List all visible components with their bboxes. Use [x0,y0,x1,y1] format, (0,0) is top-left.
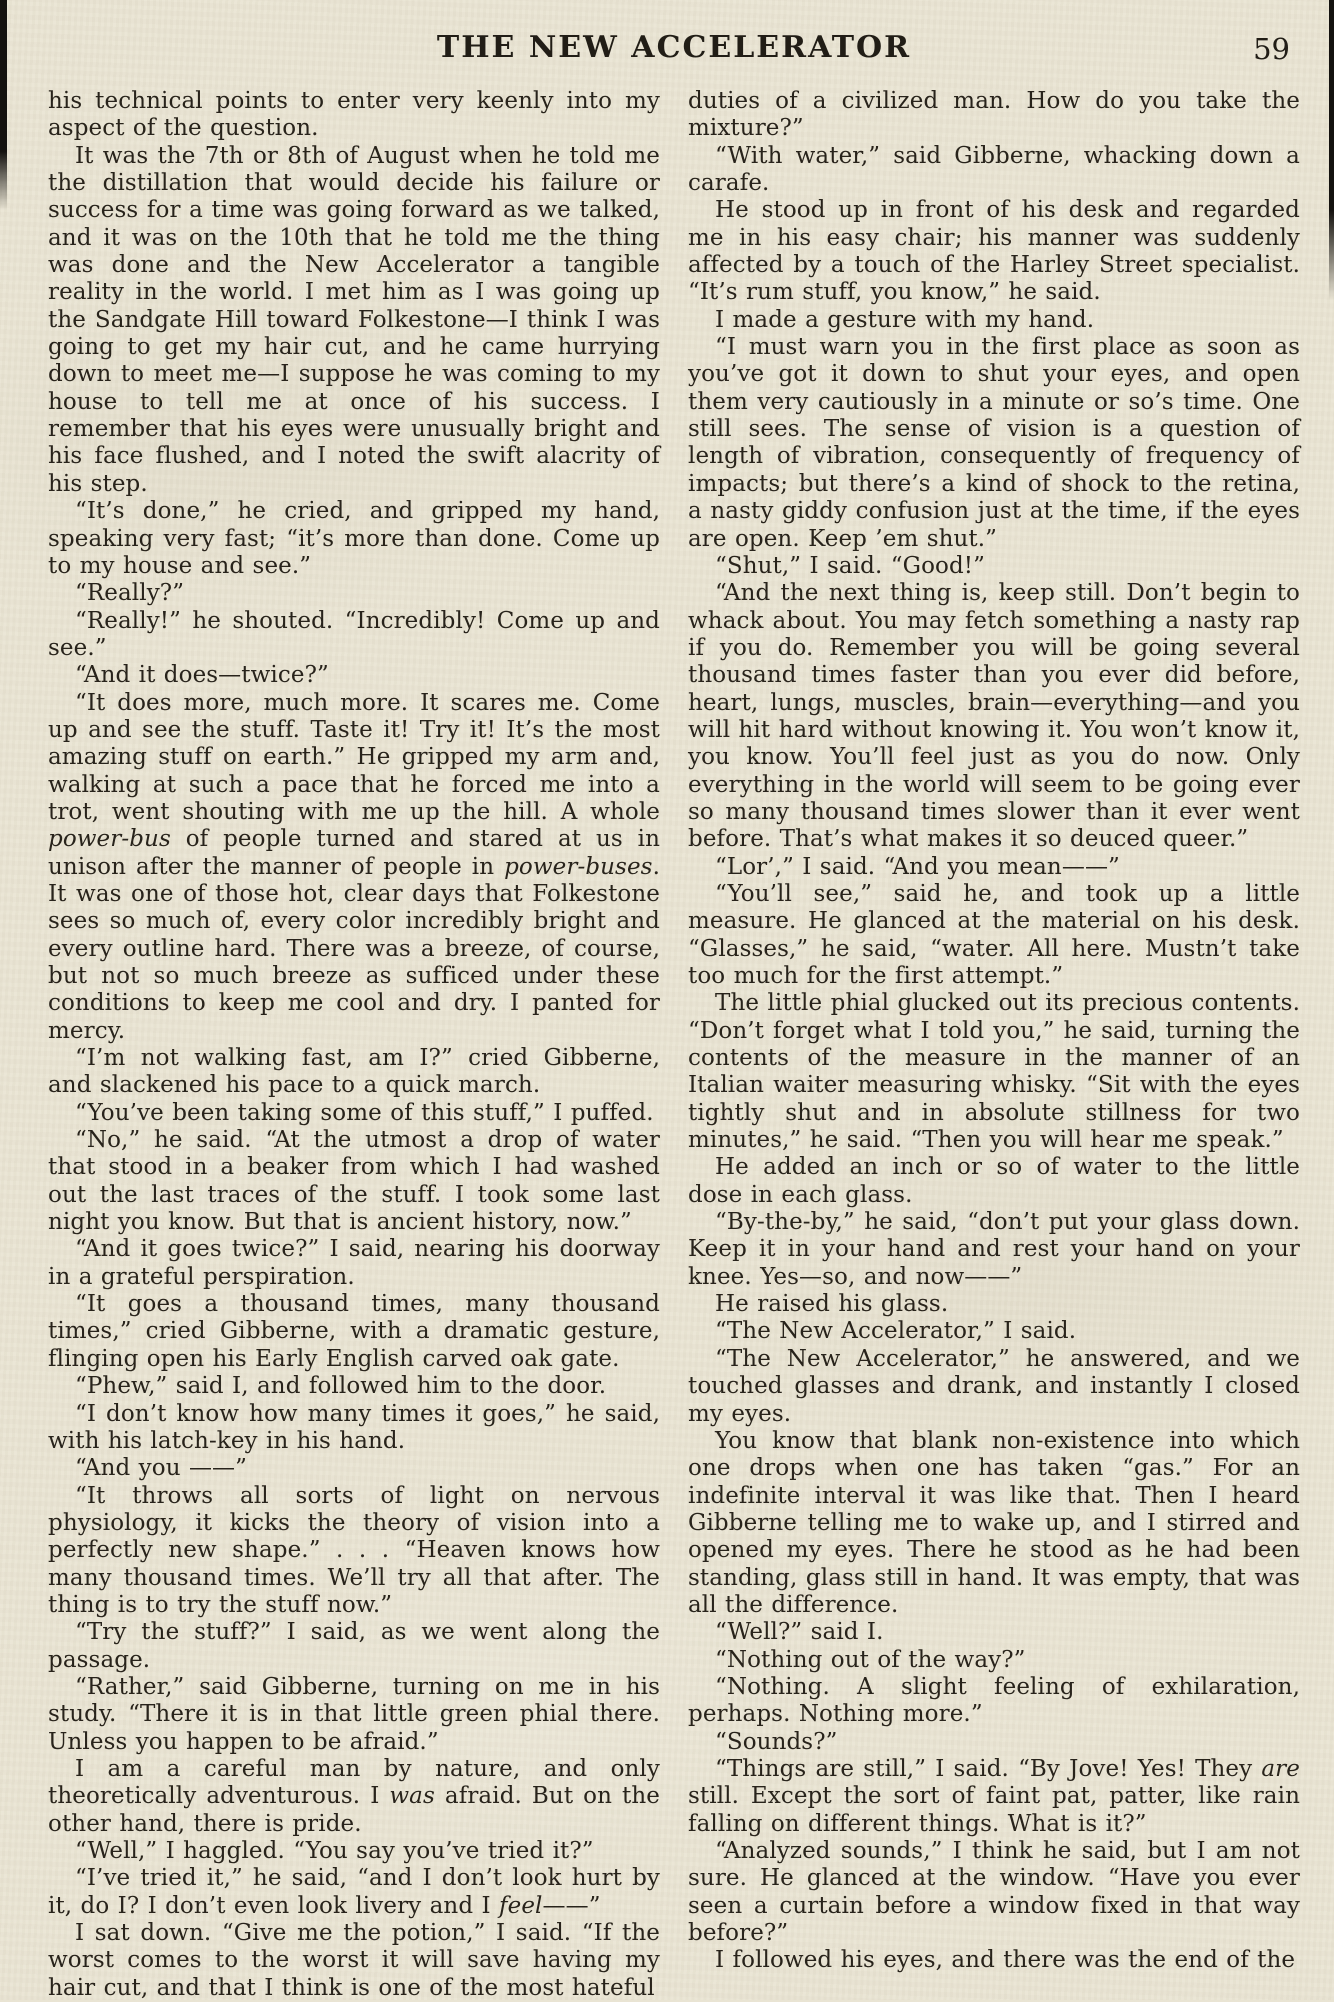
paragraph: “It throws all sorts of light on nervous physiology, it kicks the theory of vision into a perfectly new shape.” . . . “Heaven knows how many thousand times. We’ll try all that after. The thing is to try the stuff now.” [48,1482,660,1618]
paragraph: “It’s done,” he cried, and gripped my hand, speaking very fast; “it’s more than done. Come up to my house and see.” [48,498,660,579]
scan-edge-shadow-right [1329,0,1334,300]
page-number: 59 [1253,32,1290,66]
paragraph: “Rather,” said Gibberne, turning on me in his study. “There it is in that little green phial there. Unless you happen to be afraid.” [48,1673,660,1755]
paragraph: “And it does—twice?” [75,662,329,689]
paragraph: “Sounds?” [715,1728,838,1755]
paragraph: I made a gesture with my hand. [715,306,1095,333]
paragraph: “I don’t know how many times it goes,” he said, with his latch-key in his hand. [48,1400,660,1454]
paragraph: He raised his glass. [715,1291,949,1318]
text-column-left [48,88,660,2002]
paragraph: He stood up in front of his desk and regarded me in his easy chair; his manner was suddenly affected by a touch of the Harley Street specialist. “It’s rum stuff, you know,” he said. [688,197,1300,306]
paragraph: I sat down. “Give me the potion,” I said. “If the worst comes to the worst it will save having my hair cut, and that I think is one of the most hateful [48,1920,660,2001]
paragraph: “Well,” I haggled. “You say you’ve tried it?” [75,1838,594,1864]
paragraph: “It goes a thousand times, many thousand times,” cried Gibberne, with a dramatic gesture, flinging open his Early English carved oak gate. [48,1291,660,1372]
paragraph: It was the 7th or 8th of August when he told me the distillation that would decide his failure or success for a time was going forward as we talked, and it was on the 10th that he told me the thing was done and the New Accelerator a tangible reality in the world. I met him as I was going up the Sandgate Hill toward Folkestone—I think I was going to get my hair cut, and he came hurrying down to meet me—I suppose he was coming to my house to tell me at once of his success. I remember that his eyes were unusually bright and his face flushed, and I noted the swift alacrity of his step. [48,142,660,497]
scan-edge-shadow-left [0,0,7,210]
paragraph: “It does more, much more. It scares me. Come up and see the stuff. Taste it! Try it! It’s the most amazing stuff on earth.” He gripped my arm and, walking at such a pace that he forced me into a trot, went shouting with me up the hill. A whole power-bus of people turned and stared at us in unison after the manner of people in power-buses. It was one of those hot, clear days that Folkestone sees so much of, every color incredibly bright and every outline hard. There was a breeze, of course, but not so much breeze as sufficed under these conditions to keep me cool and dry. I panted for mercy. [48,689,660,1044]
paragraph: “Analyzed sounds,” I think he said, but I am not sure. He glanced at the window. “Have you ever seen a curtain before a window fixed in that way before?” [688,1838,1300,1947]
paragraph: “Lor’,” I said. “And you mean——” [715,853,1120,880]
paragraph: “Well?” said I. [715,1619,884,1646]
paragraph: I am a careful man by nature, and only theoretically adventurous. I was afraid. But on the other hand, there is pride. [48,1755,661,1837]
paragraph: You know that blank non-existence into which one drops when one has taken “gas.” For an indefinite interval it was like that. Then I heard Gibberne telling me to wake up, and I stirred and opened my eyes. There he stood as he had been standing, glass still in hand. It was empty, that was all the difference. [688,1427,1300,1618]
paragraph: “Nothing. A slight feeling of exhilaration, perhaps. Nothing more.” [688,1673,1300,1728]
paragraph: “The New Accelerator,” he answered, and we touched glasses and drank, and instantly I closed my eyes. [688,1345,1300,1427]
paragraph: “Shut,” I said. “Good!” [715,552,985,579]
paragraph: “Really?” [75,580,185,607]
paragraph: “And you ——” [75,1455,248,1482]
paragraph: “No,” he said. “At the utmost a drop of water that stood in a beaker from which I had washed out the last traces of the stuff. I took some last night you know. But that is ancient history, now.” [48,1127,660,1236]
text-body [48,88,1300,2002]
paragraph: He added an inch or so of water to the little dose in each glass. [688,1154,1300,1208]
paragraph: “Really!” he shouted. “Incredibly! Come up and see.” [48,607,660,661]
paragraph: “And it goes twice?” I said, nearing his doorway in a grateful perspiration. [48,1236,660,1290]
paragraph: “Things are still,” I said. “By Jove! Yes! They are still. Except the sort of faint pat, patter, like rain falling on different things. What is it?” [688,1755,1300,1837]
paragraph: “I must warn you in the first place as soon as you’ve got it down to shut your eyes, and open them very cautiously in a minute or so’s time. One still sees. The sense of vision is a question of length of vibration, consequently of frequency of impacts; but there’s a kind of shock to the retina, a nasty giddy confusion just at the time, if the eyes are open. Keep ’em shut.” [688,334,1300,552]
paragraph: “With water,” said Gibberne, whacking down a carafe. [688,142,1300,197]
page-title: THE NEW ACCELERATOR [436,30,912,65]
paragraph: “Nothing out of the way?” [715,1646,1026,1673]
paragraph: “I’m not walking fast, am I?” cried Gibberne, and slackened his pace to a quick march. [48,1045,660,1099]
text-column-right [688,88,1300,2002]
paragraph: “You’ll see,” said he, and took up a little measure. He glanced at the material on his desk. “Glasses,” he said, “water. All here. Mustn’t take too much for the first attempt.” [688,880,1300,989]
paragraph: I followed his eyes, and there was the end of the [715,1947,1296,1974]
paragraph: “I’ve tried it,” he said, “and I don’t look hurt by it, do I? I don’t even look livery and I feel——” [48,1865,660,1919]
page-header [48,30,1300,76]
paragraph: “You’ve been taking some of this stuff,” I puffed. [75,1099,654,1126]
paragraph: “The New Accelerator,” I said. [715,1318,1077,1345]
paragraph: “By-the-by,” he said, “don’t put your glass down. Keep it in your hand and rest your hand on your knee. Yes—so, and now——” [688,1209,1300,1290]
paragraph: The little phial glucked out its precious contents. “Don’t forget what I told you,” he said, turning the contents of the measure in the manner of an Italian waiter measuring whisky. “Sit with the eyes tightly shut and in absolute stillness for two minutes,” he said. “Then you will hear me speak.” [688,990,1300,1154]
paragraph: “Phew,” said I, and followed him to the door. [75,1373,607,1400]
paragraph: “And the next thing is, keep still. Don’t begin to whack about. You may fetch something a nasty rap if you do. Remember you will be going several thousand times faster than you ever did before, heart, lungs, muscles, brain—everything—and you will hit hard without knowing it. You won’t know it, you know. You’ll feel just as you do now. Only everything in the world will seem to be going ever so many thousand times slower than it ever went before. That’s what makes it so deuced queer.” [688,580,1300,853]
paragraph: duties of a civilized man. How do you take the mixture?” [688,88,1300,142]
paragraph: “Try the stuff?” I said, as we went along the passage. [48,1619,660,1673]
paragraph: his technical points to enter very keenly into my aspect of the question. [48,88,660,142]
